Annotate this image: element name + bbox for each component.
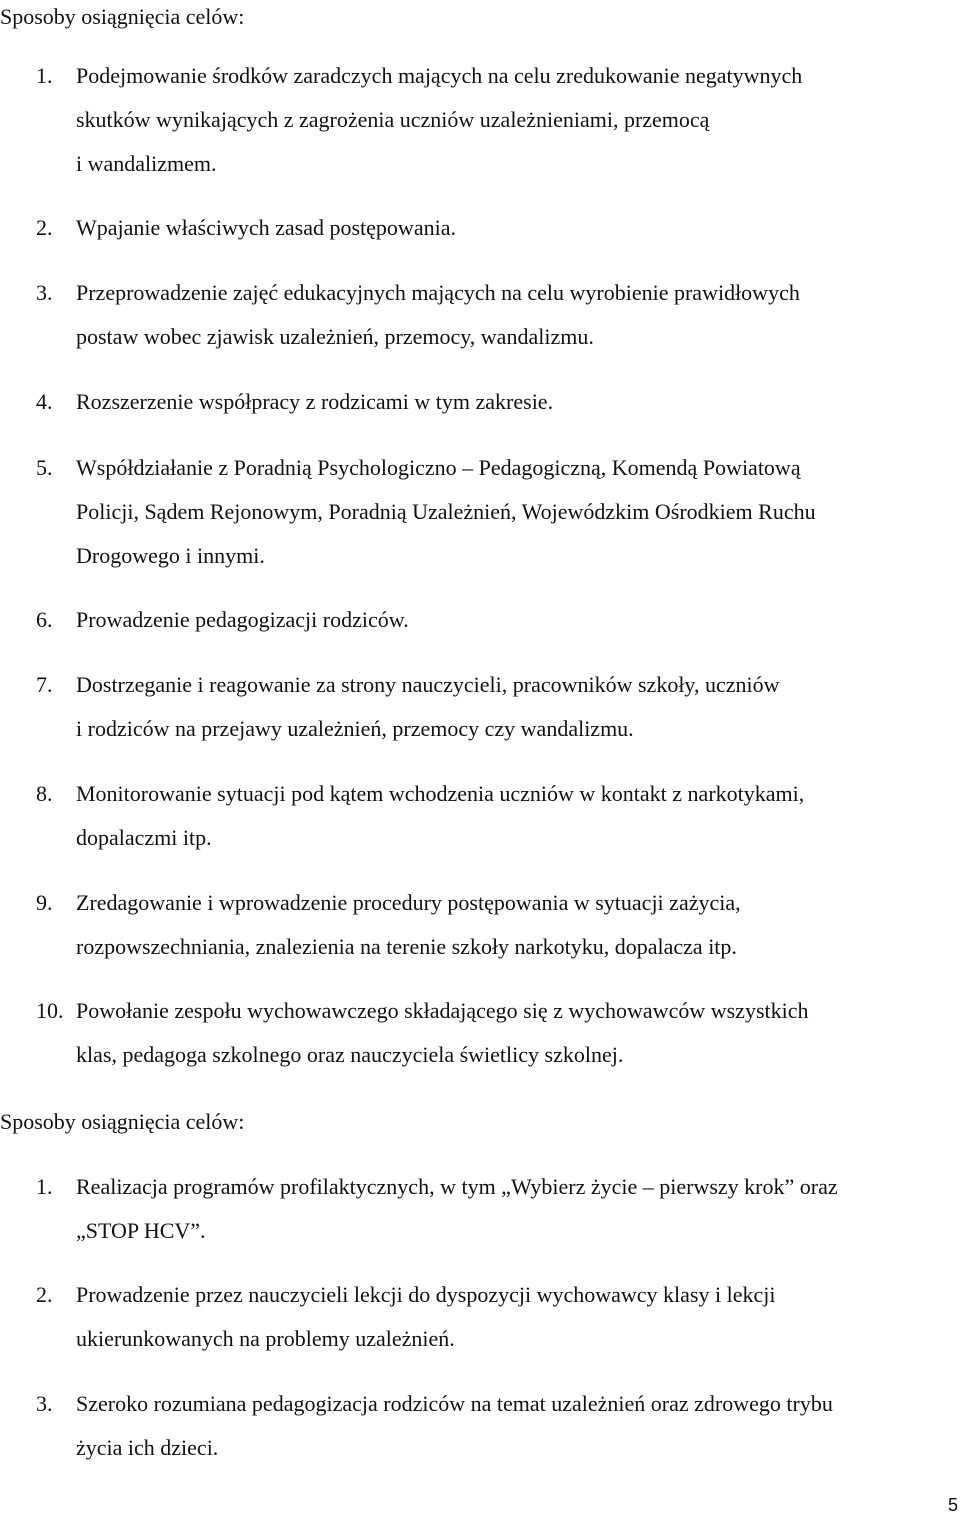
list-item-number: 10. <box>36 998 64 1023</box>
list-item-number: 1. <box>36 63 53 88</box>
list-item-line: Realizacja programów profilaktycznych, w tym „Wybierz życie – pierwszy krok” oraz <box>76 1174 838 1199</box>
list-item-number: 1. <box>36 1174 53 1199</box>
list-item-text <box>76 1382 936 1470</box>
list-item-line: Powołanie zespołu wychowawczego składającego się z wychowawców wszystkich <box>76 998 809 1023</box>
list-item-text <box>76 54 936 186</box>
list-item-number: 2. <box>36 1282 53 1307</box>
list-item-line: życia ich dzieci. <box>76 1435 219 1460</box>
list-item-number: 3. <box>36 280 53 305</box>
list-item-line: rozpowszechniania, znalezienia na terenie szkoły narkotyku, dopalacza itp. <box>76 934 737 959</box>
list-item-line: ukierunkowanych na problemy uzależnień. <box>76 1326 455 1351</box>
list-item-line: i wandalizmem. <box>76 151 217 176</box>
list-item-line: Szeroko rozumiana pedagogizacja rodziców na temat uzależnień oraz zdrowego trybu <box>76 1391 833 1416</box>
list-item-text <box>76 989 936 1077</box>
list-item-number: 2. <box>36 215 53 240</box>
list-item-line: Zredagowanie i wprowadzenie procedury postępowania w sytuacji zażycia, <box>76 890 741 915</box>
list-item-number: 8. <box>36 781 53 806</box>
list-item-text <box>76 663 936 751</box>
section-heading: Sposoby osiągnięcia celów: <box>0 1109 245 1134</box>
list-item-line: postaw wobec zjawisk uzależnień, przemocy, wandalizmu. <box>76 324 594 349</box>
list-item-text <box>76 881 936 969</box>
list-item-line: Dostrzeganie i reagowanie za strony nauczycieli, pracowników szkoły, uczniów <box>76 672 780 697</box>
list-item-text <box>76 772 936 860</box>
list-item-number: 7. <box>36 672 53 697</box>
list-item-number: 4. <box>36 389 53 414</box>
list-item-number: 3. <box>36 1391 53 1416</box>
section-heading: Sposoby osiągnięcia celów: <box>0 4 245 29</box>
list-item-line: Policji, Sądem Rejonowym, Poradnią Uzależnień, Wojewódzkim Ośrodkiem Ruchu <box>76 499 816 524</box>
list-item-line: „STOP HCV”. <box>76 1218 206 1243</box>
list-item-line: skutków wynikających z zagrożenia uczniów uzależnieniami, przemocą <box>76 107 710 132</box>
list-item-text <box>76 1165 936 1253</box>
list-item-line: i rodziców na przejawy uzależnień, przemocy czy wandalizmu. <box>76 716 634 741</box>
list-item-line: Współdziałanie z Poradnią Psychologiczno – Pedagogiczną, Komendą Powiatową <box>76 455 801 480</box>
list-item-line: Rozszerzenie współpracy z rodzicami w tym zakresie. <box>76 389 554 414</box>
list-item-line: Prowadzenie pedagogizacji rodziców. <box>76 607 409 632</box>
list-item-text <box>76 598 936 642</box>
list-item-text <box>76 206 936 250</box>
list-item-text <box>76 380 936 424</box>
list-item-line: Przeprowadzenie zajęć edukacyjnych mających na celu wyrobienie prawidłowych <box>76 280 800 305</box>
list-item-line: Wpajanie właściwych zasad postępowania. <box>76 215 456 240</box>
list-item-text <box>76 446 936 578</box>
list-item-line: Drogowego i innymi. <box>76 543 265 568</box>
list-item-line: Prowadzenie przez nauczycieli lekcji do dyspozycji wychowawcy klasy i lekcji <box>76 1282 776 1307</box>
list-item-number: 6. <box>36 607 53 632</box>
list-item-line: Podejmowanie środków zaradczych mających na celu zredukowanie negatywnych <box>76 63 803 88</box>
page-number: 5 <box>948 1495 959 1515</box>
list-item-line: Monitorowanie sytuacji pod kątem wchodzenia uczniów w kontakt z narkotykami, <box>76 781 805 806</box>
list-item-text <box>76 271 936 359</box>
list-item-number: 9. <box>36 890 53 915</box>
list-item-line: klas, pedagoga szkolnego oraz nauczyciela świetlicy szkolnej. <box>76 1042 624 1067</box>
list-item-number: 5. <box>36 455 53 480</box>
list-item-line: dopalaczmi itp. <box>76 825 212 850</box>
list-item-text <box>76 1273 936 1361</box>
